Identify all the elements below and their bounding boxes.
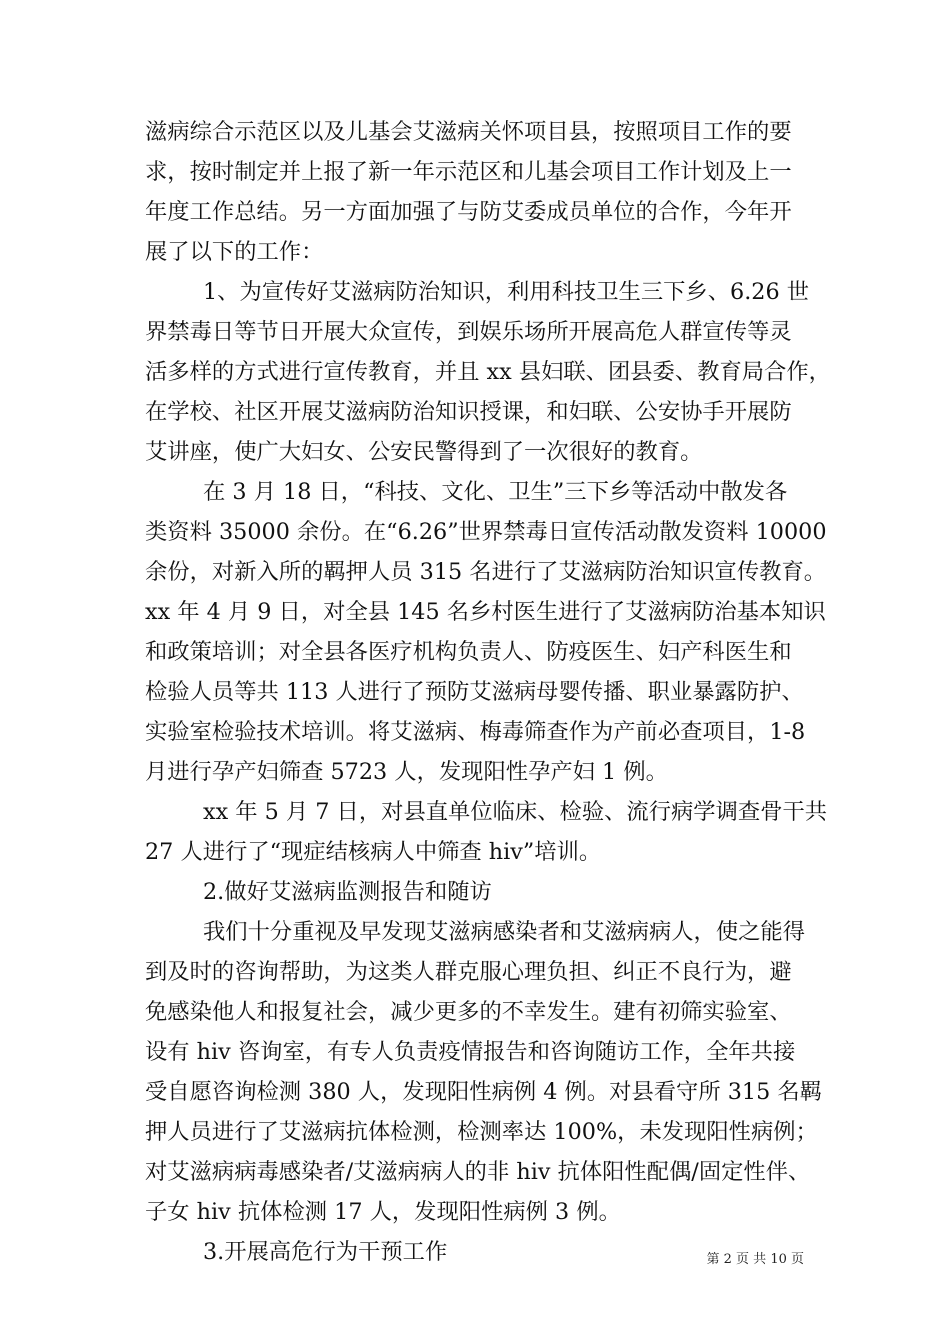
section-heading [145,872,815,912]
text-line: 27 人进行了“现症结核病人中筛查 hiv”培训。 [145,839,602,865]
text-line: 活多样的方式进行宣传教育，并且 xx 县妇联、团县委、教育局合作， [145,359,831,385]
text-line: 到及时的咨询帮助，为这类人群克服心理负担、纠正不良行为，避 [145,959,792,985]
text-line: 检验人员等共 113 人进行了预防艾滋病母婴传播、职业暴露防护、 [145,679,804,705]
text-line: 类资料 35000 余份。在“6.26”世界禁毒日宣传活动散发资料 10000 [145,519,827,545]
paragraph [145,792,828,872]
page-number-footer: 第 2 页 共 10 页 [706,1252,804,1267]
text-line: xx 年 5 月 7 日，对县直单位临床、检验、流行病学调查骨干共 [203,799,828,825]
text-line: 我们十分重视及早发现艾滋病感染者和艾滋病病人，使之能得 [203,919,806,945]
paragraph [145,272,831,472]
text-line: 受自愿咨询检测 380 人，发现阳性病例 4 例。对县看守所 315 名羁 [145,1079,822,1105]
text-line: 艾讲座，使广大妇女、公安民警得到了一次很好的教育。 [145,439,703,465]
text-line: 子女 hiv 抗体检测 17 人，发现阳性病例 3 例。 [145,1199,621,1225]
text-line: 在 3 月 18 日，“科技、文化、卫生”三下乡等活动中散发各 [203,479,788,505]
text-line: 在学校、社区开展艾滋病防治知识授课，和妇联、公安协手开展防 [145,399,792,425]
text-line: 界禁毒日等节日开展大众宣传，到娱乐场所开展高危人群宣传等灵 [145,319,792,345]
paragraph [145,112,815,272]
text-line: 实验室检验技术培训。将艾滋病、梅毒筛查作为产前必查项目，1-8 [145,719,806,745]
paragraph [145,472,827,792]
document-body [145,112,831,1272]
text-line: 押人员进行了艾滋病抗体检测，检测率达 100%，未发现阳性病例； [145,1119,818,1145]
text-line: 年度工作总结。另一方面加强了与防艾委成员单位的合作，今年开 [145,199,792,225]
text-line: 求，按时制定并上报了新一年示范区和儿基会项目工作计划及上一 [145,159,792,185]
text-line: 1、为宣传好艾滋病防治知识，利用科技卫生三下乡、6.26 世 [203,279,810,305]
paragraph [145,912,822,1232]
text-line: 免感染他人和报复社会，减少更多的不幸发生。建有初筛实验室、 [145,999,792,1025]
text-line: 展了以下的工作： [145,239,324,265]
text-line: xx 年 4 月 9 日，对全县 145 名乡村医生进行了艾滋病防治基本知识 [145,599,826,625]
text-line: 设有 hiv 咨询室，有专人负责疫情报告和咨询随访工作，全年共接 [145,1039,796,1065]
text-line: 滋病综合示范区以及儿基会艾滋病关怀项目县，按照项目工作的要 [145,119,792,145]
text-line: 3.开展高危行为干预工作 [203,1239,448,1265]
text-line: 月进行孕产妇筛查 5723 人，发现阳性孕产妇 1 例。 [145,759,668,785]
text-line: 和政策培训；对全县各医疗机构负责人、防疫医生、妇产科医生和 [145,639,792,665]
text-line: 余份，对新入所的羁押人员 315 名进行了艾滋病防治知识宣传教育。 [145,559,827,585]
text-line: 对艾滋病病毒感染者/艾滋病病人的非 hiv 抗体阳性配偶/固定性伴、 [145,1159,811,1185]
text-line: 2.做好艾滋病监测报告和随访 [203,879,492,905]
